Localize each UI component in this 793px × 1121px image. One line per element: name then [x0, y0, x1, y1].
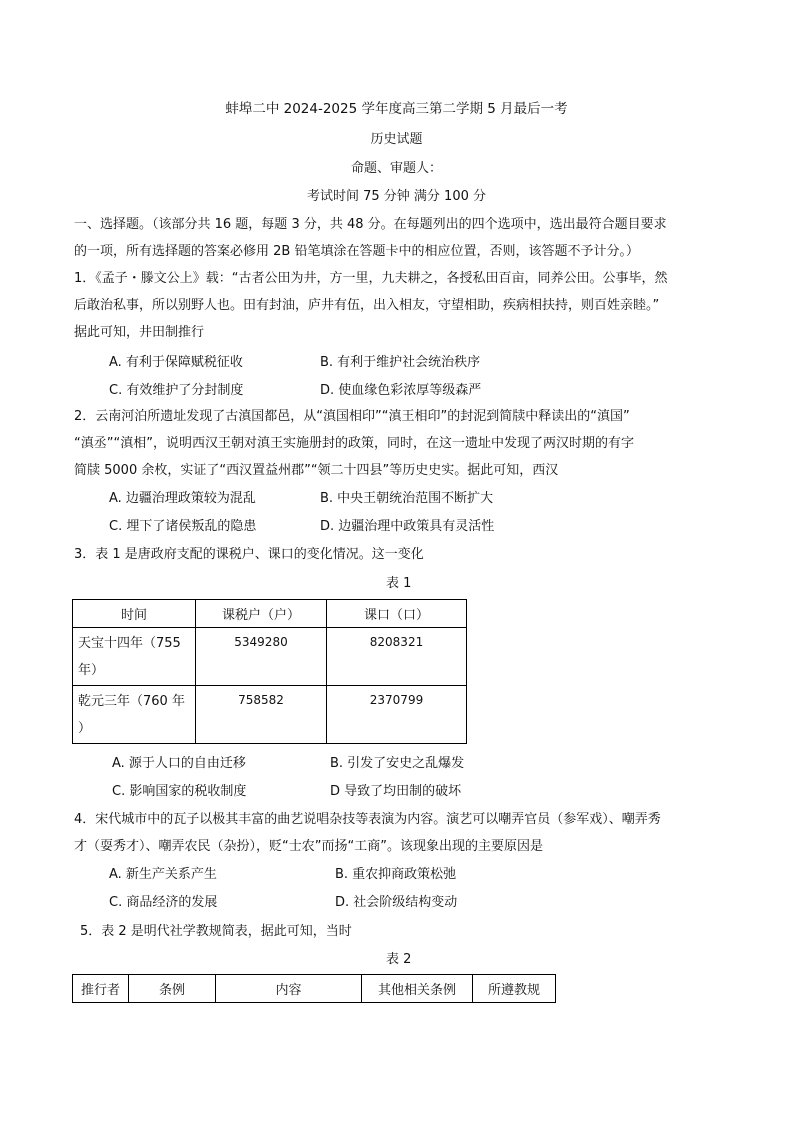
q3-option-d: D 导致了均田制的破坏: [330, 784, 462, 799]
table1-header-time: 时间: [73, 600, 196, 628]
table1-header-households: 课税户（户）: [196, 600, 327, 628]
table1-cell-persons: 2370799: [327, 686, 467, 744]
section-instructions-line2: 的一项，所有选择题的答案必修用 2B 铅笔填涂在答题卡中的相应位置，否则，该答题不予计分。）: [74, 244, 639, 259]
table1-cell-time: [73, 686, 196, 744]
table1-header-persons: 课口（口）: [327, 600, 467, 628]
q1-option-d: D. 使血缘色彩浓厚等级森严: [320, 383, 482, 398]
q3-option-b: B. 引发了安史之乱爆发: [330, 756, 465, 771]
q3-stem-line1: 3．表 1 是唐政府支配的课税户、课口的变化情况。这一变化: [74, 547, 424, 562]
q2-option-a: A. 边疆治理政策较为混乱: [109, 491, 256, 506]
q1-stem-line2: 后敢治私事，所以别野人也。田有封油，庐井有伍，出入相友，守望相助，疾病相扶持，则百姓亲睦。”: [74, 298, 660, 313]
q4-option-b: B. 重农抑商政策松弛: [335, 867, 457, 882]
table2-header-content: 内容: [216, 975, 362, 1003]
section-instructions-line1: 一、选择题。（该部分共 16 题，每题 3 分，共 48 分。在每题列出的四个选项中，选出最符合题目要求: [74, 217, 667, 232]
table1-cell-households: 5349280: [196, 628, 327, 686]
exam-title: 蚌埠二中 2024-2025 学年度高三第二学期 5 月最后一考: [225, 101, 568, 117]
q3-option-c: C. 影响国家的税收制度: [112, 784, 247, 799]
q2-option-d: D. 边疆治理中政策具有灵活性: [320, 519, 495, 534]
exam-time: 考试时间 75 分钟 满分 100 分: [306, 189, 487, 204]
q4-stem-line1: 4．宋代城市中的瓦子以极其丰富的曲艺说唱杂技等表演为内容。演艺可以嘲弄官员（参军戏）、嘲弄秀: [74, 812, 661, 827]
table1-time-text-b: ）: [78, 720, 92, 736]
q4-option-d: D. 社会阶级结构变动: [335, 895, 458, 910]
table1-cell-households: 758582: [196, 686, 327, 744]
q1-option-c: C. 有效维护了分封制度: [109, 383, 244, 398]
table1-time-text-a: 乾元三年（760 年: [78, 693, 185, 709]
table1-cell-persons: 8208321: [327, 628, 467, 686]
table1: [72, 599, 467, 744]
table1-caption: 表 1: [386, 576, 412, 591]
q2-stem-line3: 简牍 5000 余枚，实证了“西汉置益州郡”“领二十四县”等历史史实。据此可知，西汉: [74, 463, 559, 478]
table-row: [73, 686, 467, 744]
q2-stem-line1: 2．云南河泊所遗址发现了古滇国都邑，从“滇国相印”“滇王相印”的封泥到简牍中释读出的“滇国”: [74, 409, 630, 424]
q2-option-c: C. 埋下了诸侯叛乱的隐患: [109, 519, 257, 534]
q2-option-b: B. 中央王朝统治范围不断扩大: [320, 491, 494, 506]
table-row: [73, 628, 467, 686]
q1-stem-line3: 据此可知，井田制推行: [74, 325, 205, 340]
q1-option-b: B. 有利于维护社会统治秩序: [320, 355, 481, 370]
authors-line: 命题、审题人：: [350, 161, 442, 176]
q3-option-a: A. 源于人口的自由迁移: [112, 756, 246, 771]
table1-time-text-a: 天宝十四年（755: [78, 635, 181, 651]
table2-header-regulation: 条例: [129, 975, 216, 1003]
q1-option-a: A. 有利于保障赋税征收: [109, 355, 243, 370]
table2: [72, 974, 556, 1003]
q2-stem-line2: “滇丞”“滇相”，说明西汉王朝对滇王实施册封的政策，同时，在这一遗址中发现了两汉时期的有字: [74, 436, 634, 451]
table2-header-row: [73, 975, 556, 1003]
subject-title: 历史试题: [370, 132, 423, 147]
table2-caption: 表 2: [386, 952, 412, 967]
table1-header-row: [73, 600, 467, 628]
q5-stem-line1: 5．表 2 是明代社学教规简表，据此可知，当时: [80, 924, 352, 939]
table1-cell-time: [73, 628, 196, 686]
q4-option-a: A. 新生产关系产生: [109, 867, 217, 882]
q4-option-c: C. 商品经济的发展: [109, 895, 218, 910]
table2-header-promoter: 推行者: [73, 975, 129, 1003]
q1-stem-line1: 1．《孟子・滕文公上》载：“古者公田为井，方一里，九夫耕之，各授私田百亩，同养公田。公事毕，然: [74, 271, 668, 286]
table2-header-rules: 所遵教规: [473, 975, 556, 1003]
q4-stem-line2: 才（耍秀才）、嘲弄农民（杂扮），贬“士农”而扬“工商”。该现象出现的主要原因是: [74, 839, 543, 854]
table2-header-related: 其他相关条例: [362, 975, 473, 1003]
table1-time-text-b: 年）: [78, 662, 105, 678]
